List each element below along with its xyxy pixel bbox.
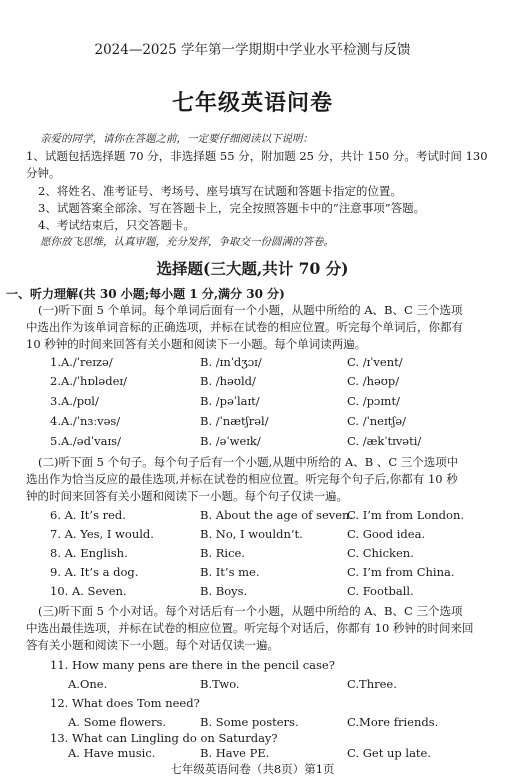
q8-option-c: C. Chicken. xyxy=(347,546,414,560)
q9-option-c: C. I’m from China. xyxy=(347,565,455,579)
q9-option-b: B. It’s me. xyxy=(200,565,260,579)
q3-option-c: C. /pɔɪnt/ xyxy=(347,394,400,408)
q12-stem: 12. What does Tom need? xyxy=(50,696,200,710)
q13-option-a: A. Have music. xyxy=(68,746,156,760)
q2-option-b: B. /həʊld/ xyxy=(200,374,256,388)
q12-option-b: B. Some posters. xyxy=(200,715,299,729)
note-4: 4、考试结束后，只交答题卡。 xyxy=(38,218,195,232)
part3-instruction-1: (三)听下面 5 个小对话。每个对话后有一个小题，从题中所给的 A、B、C 三个选项 xyxy=(38,604,463,618)
part3-instruction-3: 答有关小题和阅读下一小题。每个对话仅读一遍。 xyxy=(26,638,279,652)
q5-option-b: B. /əˈweɪk/ xyxy=(200,434,261,448)
q11-stem: 11. How many pens are there in the pencil case? xyxy=(50,658,335,672)
q2-option-c: C. /həʊp/ xyxy=(347,374,400,388)
note-1: 1、试题包括选择题 70 分，非选择题 55 分，附加题 25 分，共计 150 分。考试时间 130 xyxy=(26,149,488,163)
q1-option-a: 1.A./ˈreɪzə/ xyxy=(50,355,113,369)
part-title: 一、听力理解(共 30 小题;每小题 1 分,满分 30 分) xyxy=(6,287,285,301)
part2-instruction-3: 钟的时间来回答有关小题和阅读下一小题。每个句子仅读一遍。 xyxy=(26,489,348,503)
q11-option-a: A.One. xyxy=(68,677,108,691)
q13-option-c: C. Get up late. xyxy=(347,746,432,760)
wish-line: 愿你放飞思维，认真审题，充分发挥，争取交一份圆满的答卷。 xyxy=(40,236,334,248)
q3-option-b: B. /pəˈlaɪt/ xyxy=(200,394,260,408)
note-2: 2、将姓名、准考证号、考场号、座号填写在试题和答题卡指定的位置。 xyxy=(38,184,402,198)
page-footer: 七年级英语问卷（共8页）第1页 xyxy=(170,762,335,776)
q1-option-c: C. /ɪˈvent/ xyxy=(347,355,403,369)
q7-option-c: C. Good idea. xyxy=(347,527,426,541)
part3-instruction-2: 中选出最佳选项，并标在试卷的相应位置。听完每个对话后，你都有 10 秒钟的时间来回 xyxy=(26,621,474,635)
note-3: 3、试题答案全部涂、写在答题卡上，完全按照答题卡中的“注意事项”答题。 xyxy=(38,201,426,215)
q10-option-c: C. Football. xyxy=(347,584,414,598)
part2-instruction-2: 选出作为恰当反应的最佳选项,并标在试卷的相应位置。听完每个句子后,你都有 10 秒 xyxy=(26,472,458,486)
q13-option-b: B. Have PE. xyxy=(200,746,270,760)
q6-option-c: C. I’m from London. xyxy=(347,508,465,522)
q7-option-a: 7. A. Yes, I would. xyxy=(50,527,154,541)
q13-stem: 13. What can Lingling do on Saturday? xyxy=(50,731,278,745)
part1-instruction-1: (一)听下面 5 个单词。每个单词后面有一个小题，从题中所给的 A、B、C 三个选项 xyxy=(38,303,463,317)
q4-option-b: B. /ˈnætʃrəl/ xyxy=(200,414,269,428)
q6-option-a: 6. A. It’s red. xyxy=(50,508,126,522)
q4-option-a: 4.A./ˈnɜːvəs/ xyxy=(50,414,121,428)
q3-option-a: 3.A./pʊl/ xyxy=(50,394,99,408)
part2-instruction-1: (二)听下面 5 个句子。每个句子后有一个小题,从题中所给的 A、B 、C 三个选项中 xyxy=(38,455,459,469)
q2-option-a: 2.A./ˈhɒlədeɪ/ xyxy=(50,374,127,388)
q5-option-a: 5.A./ədˈvaɪs/ xyxy=(50,434,121,448)
greeting: 亲爱的同学，请你在答题之前，一定要仔细阅读以下说明： xyxy=(40,133,313,145)
note-1-cont: 分钟。 xyxy=(26,166,61,180)
part1-instruction-2: 中选出作为该单词音标的正确选项，并标在试卷的相应位置。听完每个单词后，你都有 xyxy=(26,320,463,334)
q8-option-b: B. Rice. xyxy=(200,546,246,560)
q12-option-a: A. Some flowers. xyxy=(68,715,167,729)
q9-option-a: 9. A. It’s a dog. xyxy=(50,565,139,579)
q11-option-c: C.Three. xyxy=(347,677,397,691)
q11-option-b: B.Two. xyxy=(200,677,240,691)
q10-option-a: 10. A. Seven. xyxy=(50,584,127,598)
q7-option-b: B. No, I wouldn’t. xyxy=(200,527,303,541)
paper-title: 七年级英语问卷 xyxy=(171,90,333,116)
q5-option-c: C. /ækˈtɪvəti/ xyxy=(347,434,422,448)
section-title: 选择题(三大题,共计 70 分) xyxy=(156,259,349,278)
q1-option-b: B. /ɪnˈdʒɔɪ/ xyxy=(200,355,262,369)
part1-instruction-3: 10 秒钟的时间来回答有关小题和阅读下一小题。每个单词读两遍。 xyxy=(26,337,367,351)
exam-title: 2024—2025 学年第一学期期中学业水平检测与反馈 xyxy=(94,42,411,58)
q8-option-a: 8. A. English. xyxy=(50,546,128,560)
q4-option-c: C. /ˈneɪtʃə/ xyxy=(347,414,407,428)
q12-option-c: C.More friends. xyxy=(347,715,439,729)
q10-option-b: B. Boys. xyxy=(200,584,248,598)
q6-option-b: B. About the age of seven. xyxy=(200,508,354,522)
